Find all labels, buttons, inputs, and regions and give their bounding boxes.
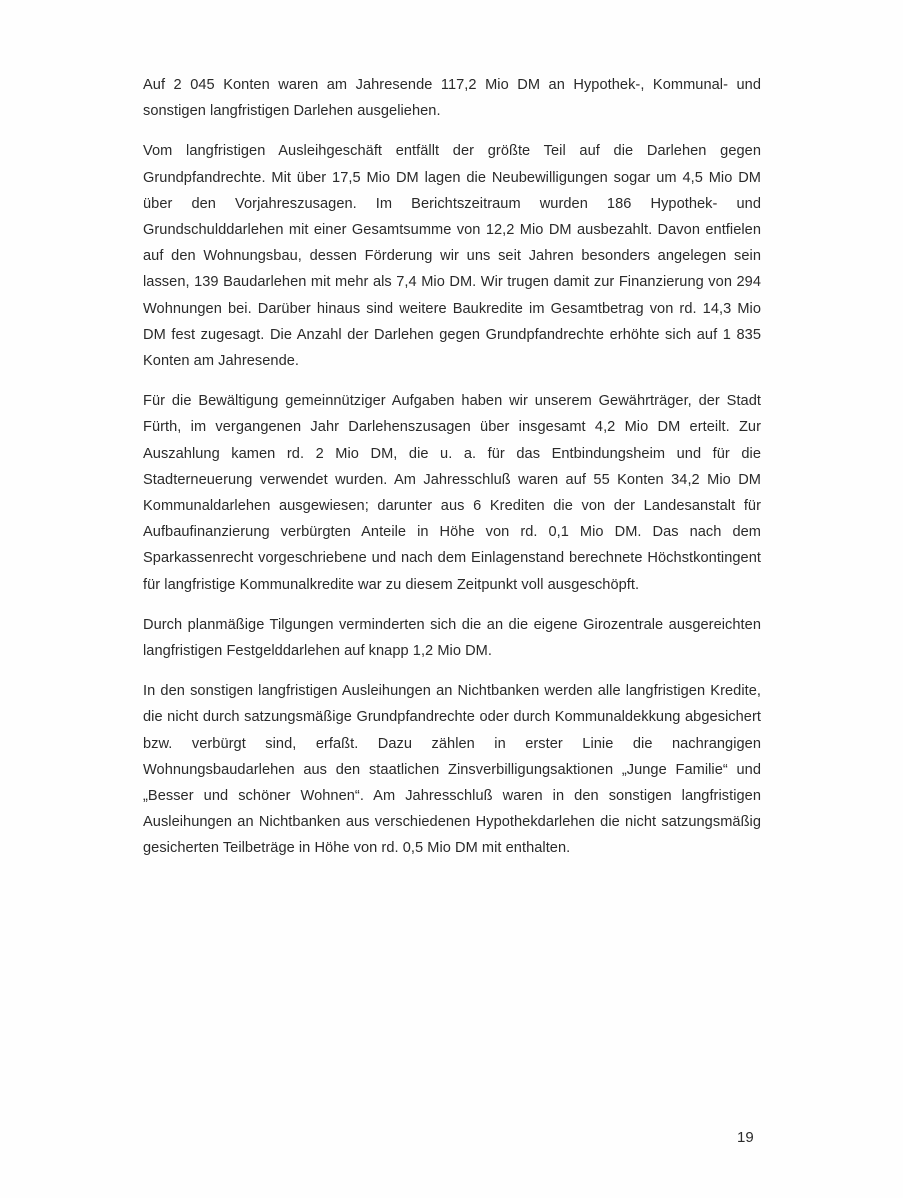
paragraph-grundpfandrechte: Vom langfristigen Ausleihgeschäft entfällt der größte Teil auf die Darlehen gegen Grundpfandrechte. Mit über 17,5 Mio DM lagen die Neubewilligungen sogar um 4,5 Mio DM über den Vorjahreszusagen. Im Berichtszeitraum wurden 186 Hypothek- und Grundschulddarlehen mit einer Gesamtsumme von 12,2 Mio DM ausbezahlt. Davon entfielen auf den Wohnungsbau, dessen Förderung wir uns seit Jahren besonders angelegen sein lassen, 139 Baudarlehen mit mehr als 7,4 Mio DM. Wir trugen damit zur Finanzierung von 294 Wohnungen bei. Darüber hinaus sind weitere Baukredite im Gesamtbetrag von rd. 14,3 Mio DM fest zugesagt. Die Anzahl der Darlehen gegen Grundpfandrechte erhöhte sich auf 1 835 Konten am Jahresende. [143, 143, 761, 370]
paragraph-hypothek-summary: Auf 2 045 Konten waren am Jahresende 117,2 Mio DM an Hypothek-, Kommunal- und sonstigen langfristigen Darlehen ausgeliehen. [143, 77, 761, 120]
paragraph-sonstige-ausleihungen: In den sonstigen langfristigen Ausleihungen an Nichtbanken werden alle langfristigen Kredite, die nicht durch satzungsmäßige Grundpfandrechte oder durch Kommunaldekkung abgesichert bzw. verbürgt sind, erfaßt. Dazu zählen in erster Linie die nachrangigen Wohnungsbaudarlehen aus den staatlichen Zinsverbilligungsaktionen „Junge Familie“ und „Besser und schöner Wohnen“. Am Jahresschluß waren in den sonstigen langfristigen Ausleihungen an Nichtbanken aus verschiedenen Hypothekdarlehen die nicht satzungsmäßig gesicherten Teilbeträge in Höhe von rd. 0,5 Mio DM mit enthalten. [143, 683, 761, 857]
page-number: 19 [737, 1129, 754, 1146]
paragraph-kommunaldarlehen: Für die Bewältigung gemeinnütziger Aufgaben haben wir unserem Gewährträger, der Stadt Fürth, im vergangenen Jahr Darlehenszusagen über insgesamt 4,2 Mio DM erteilt. Zur Auszahlung kamen rd. 2 Mio DM, die u. a. für das Entbindungsheim und für die Stadterneuerung verwendet wurden. Am Jahresschluß waren auf 55 Konten 34,2 Mio DM Kommunaldarlehen ausgewiesen; darunter aus 6 Krediten die von der Landesanstalt für Aufbaufinanzierung verbürgten Anteile in Höhe von rd. 0,1 Mio DM. Das nach dem Sparkassenrecht vorgeschriebene und nach dem Einlagenstand berechnete Höchstkontingent für langfristige Kommunalkredite war zu diesem Zeitpunkt voll ausgeschöpft. [143, 393, 761, 593]
paragraph-festgelddarlehen: Durch planmäßige Tilgungen verminderten sich die an die eigene Girozentrale ausgereichten langfristigen Festgelddarlehen auf knapp 1,2 Mio DM. [143, 616, 761, 660]
body-text [143, 72, 761, 876]
